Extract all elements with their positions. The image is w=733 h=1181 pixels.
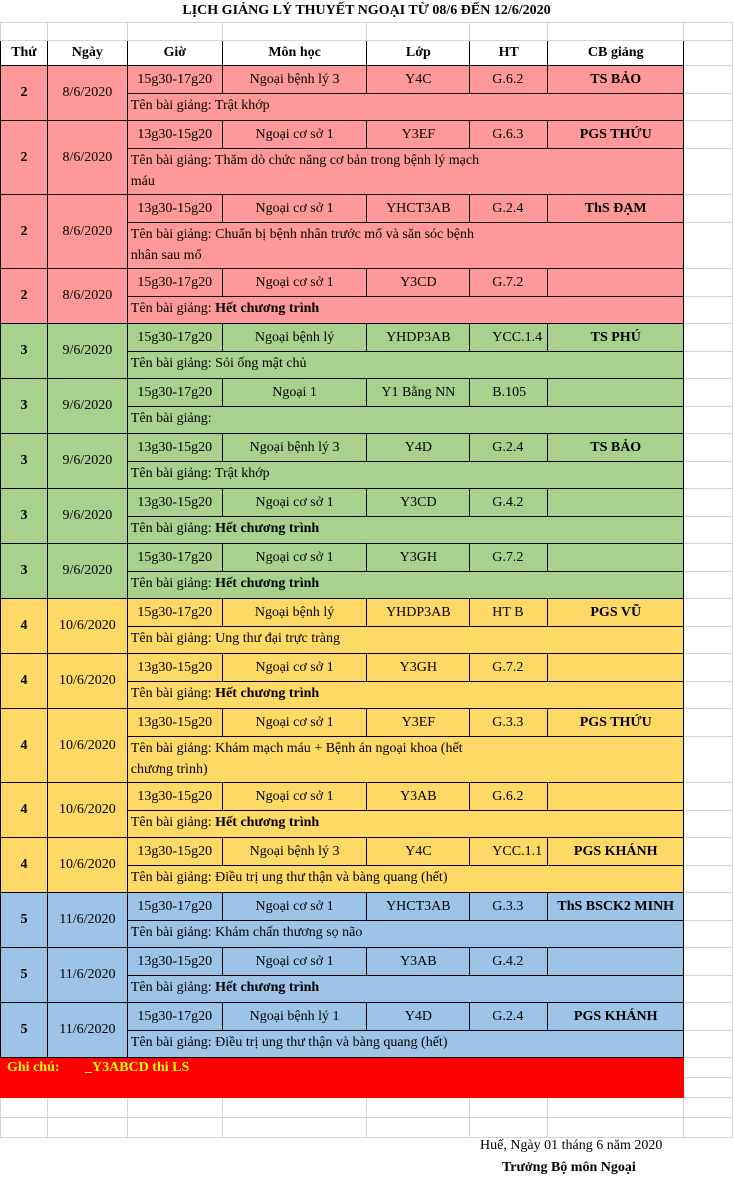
ht-cell: G.6.2 [470, 66, 548, 94]
cb-giang-cell [548, 783, 684, 811]
lecture-title: Hết chương trình [215, 576, 320, 591]
lecture-title: Khám mạch máu + Bệnh án ngoại khoa (hết chương trình) [130, 741, 463, 777]
cb-giang-cell: PGS KHÁNH [548, 838, 684, 866]
ht-cell: B.105 [470, 379, 548, 407]
schedule-row [1, 66, 733, 94]
gio-cell: 13g30-15g20 [127, 948, 222, 976]
lop-cell: Y4C [367, 838, 470, 866]
empty-cell [684, 379, 733, 407]
empty-cell [127, 1098, 222, 1118]
gio-cell: 13g30-15g20 [127, 195, 222, 223]
lecture-prefix: Tên bài giảng: [130, 631, 212, 646]
signature-title: Trưởng Bộ môn Ngoại [502, 1160, 636, 1175]
lecture-title: Sỏi ống mật chủ [215, 356, 307, 371]
mon-hoc-cell: Ngoại cơ sở 1 [222, 121, 367, 149]
empty-cell [684, 1118, 733, 1138]
empty-cell [1, 1118, 48, 1138]
empty-cell [684, 223, 733, 269]
ngay-cell: 9/6/2020 [47, 379, 127, 434]
lop-cell: YHCT3AB [367, 893, 470, 921]
schedule-row [1, 269, 733, 297]
ht-cell: G.6.2 [470, 783, 548, 811]
ht-cell: G.4.2 [470, 489, 548, 517]
schedule-row [1, 195, 733, 223]
lecture-title: Hết chương trình [215, 301, 320, 316]
mon-hoc-cell: Ngoại bệnh lý 3 [222, 66, 367, 94]
lecture-prefix: Tên bài giảng: [130, 466, 212, 481]
empty-cell [548, 1098, 684, 1118]
lop-cell: Y3EF [367, 709, 470, 737]
thu-cell: 2 [1, 269, 48, 324]
lecture-prefix: Tên bài giảng: [130, 741, 212, 756]
gio-cell: 15g30-17g20 [127, 269, 222, 297]
schedule-row [1, 838, 733, 866]
note-label: Ghi chú: [7, 1060, 60, 1075]
lecture-prefix: Tên bài giảng: [130, 98, 212, 113]
empty-cell [684, 352, 733, 379]
gio-cell: 15g30-17g20 [127, 544, 222, 572]
empty-cell [684, 407, 733, 434]
lecture-title: Hết chương trình [215, 815, 320, 830]
ngay-cell: 10/6/2020 [47, 599, 127, 654]
ht-cell: G.2.4 [470, 1003, 548, 1031]
ngay-cell: 8/6/2020 [47, 66, 127, 121]
lecture-cell [127, 682, 683, 709]
gio-cell: 15g30-17g20 [127, 379, 222, 407]
ngay-cell: 9/6/2020 [47, 434, 127, 489]
cb-giang-cell: ThS ĐẠM [548, 195, 684, 223]
lecture-cell [127, 297, 683, 324]
empty-cell [548, 1118, 684, 1138]
empty-cell [684, 627, 733, 654]
cb-giang-cell: TS BẢO [548, 434, 684, 462]
empty-cell [367, 23, 470, 41]
schedule-row [1, 709, 733, 737]
empty-cell [684, 893, 733, 921]
lop-cell: YHCT3AB [367, 195, 470, 223]
empty-cell [684, 462, 733, 489]
blank-row [1, 1118, 733, 1138]
thu-cell: 2 [1, 66, 48, 121]
thu-cell: 4 [1, 783, 48, 838]
empty-cell [684, 838, 733, 866]
ngay-cell: 8/6/2020 [47, 195, 127, 269]
cb-giang-cell: TS PHÚ [548, 324, 684, 352]
thu-cell: 4 [1, 654, 48, 709]
header-thu: Thứ [1, 41, 48, 66]
lecture-prefix: Tên bài giảng: [130, 980, 212, 995]
lecture-cell [127, 223, 683, 269]
ht-cell: G.3.3 [470, 709, 548, 737]
thu-cell: 3 [1, 324, 48, 379]
gio-cell: 15g30-17g20 [127, 599, 222, 627]
thu-cell: 5 [1, 893, 48, 948]
lecture-prefix: Tên bài giảng: [130, 686, 212, 701]
schedule-row [1, 1003, 733, 1031]
cb-giang-cell [548, 489, 684, 517]
empty-cell [684, 1058, 733, 1078]
ht-cell: G.7.2 [470, 544, 548, 572]
ngay-cell: 8/6/2020 [47, 121, 127, 195]
lecture-title: Điều trị ung thư thận và bàng quang (hết) [215, 1035, 448, 1050]
blank-row [1, 23, 733, 41]
empty-cell [684, 1003, 733, 1031]
ngay-cell: 10/6/2020 [47, 783, 127, 838]
lecture-title: Trật khớp [214, 466, 270, 481]
mon-hoc-cell: Ngoại bệnh lý 3 [222, 838, 367, 866]
empty-cell [47, 1118, 127, 1138]
mon-hoc-cell: Ngoại bệnh lý [222, 324, 367, 352]
lop-cell: Y4C [367, 66, 470, 94]
ngay-cell: 10/6/2020 [47, 838, 127, 893]
mon-hoc-cell: Ngoại cơ sở 1 [222, 544, 367, 572]
lecture-cell [127, 94, 683, 121]
schedule-row [1, 783, 733, 811]
empty-cell [684, 324, 733, 352]
gio-cell: 13g30-15g20 [127, 709, 222, 737]
lecture-title: Điều trị ung thư thận và bàng quang (hết) [215, 870, 448, 885]
empty-cell [684, 297, 733, 324]
cb-giang-cell: PGS KHÁNH [548, 1003, 684, 1031]
ht-cell: G.4.2 [470, 948, 548, 976]
lecture-title: Trật khớp [214, 98, 270, 113]
ht-cell: HT B [470, 599, 548, 627]
empty-cell [684, 921, 733, 948]
gio-cell: 13g30-15g20 [127, 121, 222, 149]
empty-cell [470, 23, 548, 41]
lop-cell: Y3EF [367, 121, 470, 149]
ht-cell: G.7.2 [470, 654, 548, 682]
empty-cell [684, 149, 733, 195]
thu-cell: 2 [1, 121, 48, 195]
empty-cell [684, 23, 733, 41]
ngay-cell: 9/6/2020 [47, 489, 127, 544]
schedule-row [1, 948, 733, 976]
page-title: LỊCH GIẢNG LÝ THUYẾT NGOẠI TỪ 08/6 ĐẾN 12/6/2020 [182, 3, 551, 18]
ngay-cell: 10/6/2020 [47, 709, 127, 783]
schedule-row [1, 379, 733, 407]
ht-cell: G.6.3 [470, 121, 548, 149]
schedule-row [1, 893, 733, 921]
note-row [1, 1058, 733, 1078]
mon-hoc-cell: Ngoại bệnh lý 1 [222, 1003, 367, 1031]
empty-cell [684, 682, 733, 709]
lop-cell: Y4D [367, 1003, 470, 1031]
ngay-cell: 8/6/2020 [47, 269, 127, 324]
empty-cell [684, 66, 733, 94]
gio-cell: 13g30-15g20 [127, 489, 222, 517]
empty-cell [222, 1098, 367, 1118]
ngay-cell: 11/6/2020 [47, 1003, 127, 1058]
blank-row [1, 1098, 733, 1118]
lecture-cell [127, 737, 683, 783]
empty-cell [367, 1118, 470, 1138]
cb-giang-cell [548, 654, 684, 682]
lop-cell: Y3CD [367, 489, 470, 517]
mon-hoc-cell: Ngoại cơ sở 1 [222, 269, 367, 297]
ngay-cell: 9/6/2020 [47, 544, 127, 599]
empty-cell [684, 489, 733, 517]
empty-cell [684, 654, 733, 682]
empty-cell [684, 544, 733, 572]
mon-hoc-cell: Ngoại cơ sở 1 [222, 783, 367, 811]
empty-cell [47, 23, 127, 41]
lecture-cell [127, 976, 683, 1003]
empty-cell [548, 23, 684, 41]
empty-cell [1, 23, 48, 41]
lecture-cell [127, 921, 683, 948]
lop-cell: YHDP3AB [367, 599, 470, 627]
lecture-prefix: Tên bài giảng: [130, 1035, 212, 1050]
cb-giang-cell [548, 948, 684, 976]
lecture-cell [127, 462, 683, 489]
mon-hoc-cell: Ngoại cơ sở 1 [222, 489, 367, 517]
schedule-row [1, 121, 733, 149]
lecture-cell [127, 572, 683, 599]
lop-cell: Y3GH [367, 544, 470, 572]
lecture-cell [127, 407, 683, 434]
cb-giang-cell: ThS BSCK2 MINH [548, 893, 684, 921]
mon-hoc-cell: Ngoại cơ sở 1 [222, 195, 367, 223]
mon-hoc-cell: Ngoại bệnh lý [222, 599, 367, 627]
empty-cell [127, 1118, 222, 1138]
schedule-row [1, 434, 733, 462]
lecture-title: Hết chương trình [215, 686, 320, 701]
empty-cell [47, 1098, 127, 1118]
empty-cell [684, 41, 733, 66]
lecture-title: Hết chương trình [215, 980, 320, 995]
gio-cell: 13g30-15g20 [127, 783, 222, 811]
lecture-prefix: Tên bài giảng: [130, 153, 212, 168]
cb-giang-cell: PGS THỨU [548, 121, 684, 149]
gio-cell: 15g30-17g20 [127, 324, 222, 352]
header-gio: Giờ [127, 41, 222, 66]
lecture-title: Thăm dò chức năng cơ bản trong bệnh lý mạch máu [130, 153, 480, 189]
ngay-cell: 9/6/2020 [47, 324, 127, 379]
thu-cell: 4 [1, 838, 48, 893]
empty-cell [684, 866, 733, 893]
empty-cell [684, 517, 733, 544]
lop-cell: YHDP3AB [367, 324, 470, 352]
gio-cell: 13g30-15g20 [127, 434, 222, 462]
lecture-prefix: Tên bài giảng: [130, 815, 212, 830]
empty-cell [684, 195, 733, 223]
thu-cell: 3 [1, 434, 48, 489]
gio-cell: 13g30-15g20 [127, 838, 222, 866]
lecture-title: Khám chấn thương sọ não [215, 925, 363, 940]
empty-cell [684, 811, 733, 838]
ngay-cell: 11/6/2020 [47, 948, 127, 1003]
lecture-prefix: Tên bài giảng: [130, 411, 212, 426]
empty-cell [684, 269, 733, 297]
empty-cell [684, 572, 733, 599]
thu-cell: 3 [1, 489, 48, 544]
header-mon-hoc: Môn học [222, 41, 367, 66]
ht-cell: G.7.2 [470, 269, 548, 297]
lecture-prefix: Tên bài giảng: [130, 227, 212, 242]
lecture-cell [127, 1031, 683, 1058]
gio-cell: 15g30-17g20 [127, 1003, 222, 1031]
lecture-prefix: Tên bài giảng: [130, 925, 212, 940]
empty-cell [684, 1078, 733, 1098]
thu-cell: 3 [1, 379, 48, 434]
schedule-row [1, 654, 733, 682]
thu-cell: 5 [1, 948, 48, 1003]
empty-cell [470, 1098, 548, 1118]
empty-cell [684, 976, 733, 1003]
empty-cell [1, 1098, 48, 1118]
lop-cell: Y3AB [367, 948, 470, 976]
empty-cell [684, 1098, 733, 1118]
mon-hoc-cell: Ngoại bệnh lý 3 [222, 434, 367, 462]
empty-cell [222, 1118, 367, 1138]
cb-giang-cell: TS BẢO [548, 66, 684, 94]
empty-cell [684, 737, 733, 783]
cb-giang-cell: PGS THỨU [548, 709, 684, 737]
thu-cell: 2 [1, 195, 48, 269]
lecture-prefix: Tên bài giảng: [130, 576, 212, 591]
mon-hoc-cell: Ngoại 1 [222, 379, 367, 407]
ngay-cell: 10/6/2020 [47, 654, 127, 709]
lop-cell: Y3AB [367, 783, 470, 811]
header-cb-giang: CB giảng [548, 41, 684, 66]
header-row [1, 41, 733, 66]
place-date: Huế, Ngày 01 tháng 6 năm 2020 [480, 1138, 663, 1153]
header-lop: Lớp [367, 41, 470, 66]
note-cell [1, 1058, 684, 1098]
gio-cell: 13g30-15g20 [127, 654, 222, 682]
lecture-cell [127, 517, 683, 544]
empty-cell [684, 709, 733, 737]
empty-cell [222, 23, 367, 41]
lop-cell: Y3CD [367, 269, 470, 297]
header-ngay: Ngày [47, 41, 127, 66]
thu-cell: 3 [1, 544, 48, 599]
lecture-cell [127, 866, 683, 893]
schedule-table [0, 22, 733, 1138]
lecture-cell [127, 811, 683, 838]
lecture-cell [127, 149, 683, 195]
ht-cell: YCC.1.4 [470, 324, 548, 352]
thu-cell: 5 [1, 1003, 48, 1058]
empty-cell [684, 599, 733, 627]
ngay-cell: 11/6/2020 [47, 893, 127, 948]
cb-giang-cell [548, 269, 684, 297]
note-text: _Y3ABCD thi LS [85, 1060, 190, 1075]
lop-cell: Y3GH [367, 654, 470, 682]
lecture-cell [127, 627, 683, 654]
empty-cell [470, 1118, 548, 1138]
lecture-cell [127, 352, 683, 379]
lecture-title: Ung thư đại trực tràng [215, 631, 340, 646]
empty-cell [684, 1031, 733, 1058]
lecture-title: Hết chương trình [215, 521, 320, 536]
empty-cell [684, 121, 733, 149]
mon-hoc-cell: Ngoại cơ sở 1 [222, 709, 367, 737]
lop-cell: Y1 Bằng NN [367, 379, 470, 407]
schedule-row [1, 599, 733, 627]
empty-cell [127, 23, 222, 41]
empty-cell [684, 783, 733, 811]
empty-cell [684, 434, 733, 462]
gio-cell: 15g30-17g20 [127, 893, 222, 921]
gio-cell: 15g30-17g20 [127, 66, 222, 94]
schedule-row [1, 489, 733, 517]
thu-cell: 4 [1, 709, 48, 783]
lecture-prefix: Tên bài giảng: [130, 521, 212, 536]
empty-cell [684, 948, 733, 976]
lecture-prefix: Tên bài giảng: [130, 301, 212, 316]
mon-hoc-cell: Ngoại cơ sở 1 [222, 654, 367, 682]
header-ht: HT [470, 41, 548, 66]
ht-cell: G.3.3 [470, 893, 548, 921]
ht-cell: G.2.4 [470, 434, 548, 462]
ht-cell: G.2.4 [470, 195, 548, 223]
lop-cell: Y4D [367, 434, 470, 462]
thu-cell: 4 [1, 599, 48, 654]
empty-cell [684, 94, 733, 121]
mon-hoc-cell: Ngoại cơ sở 1 [222, 893, 367, 921]
lecture-prefix: Tên bài giảng: [130, 870, 212, 885]
lecture-title: Chuẩn bị bệnh nhân trước mổ và săn sóc bệnh nhân sau mổ [130, 227, 474, 263]
lecture-prefix: Tên bài giảng: [130, 356, 212, 371]
empty-cell [367, 1098, 470, 1118]
mon-hoc-cell: Ngoại cơ sở 1 [222, 948, 367, 976]
cb-giang-cell [548, 544, 684, 572]
schedule-row [1, 324, 733, 352]
schedule-row [1, 544, 733, 572]
cb-giang-cell [548, 379, 684, 407]
ht-cell: YCC.1.1 [470, 838, 548, 866]
cb-giang-cell: PGS VŨ [548, 599, 684, 627]
